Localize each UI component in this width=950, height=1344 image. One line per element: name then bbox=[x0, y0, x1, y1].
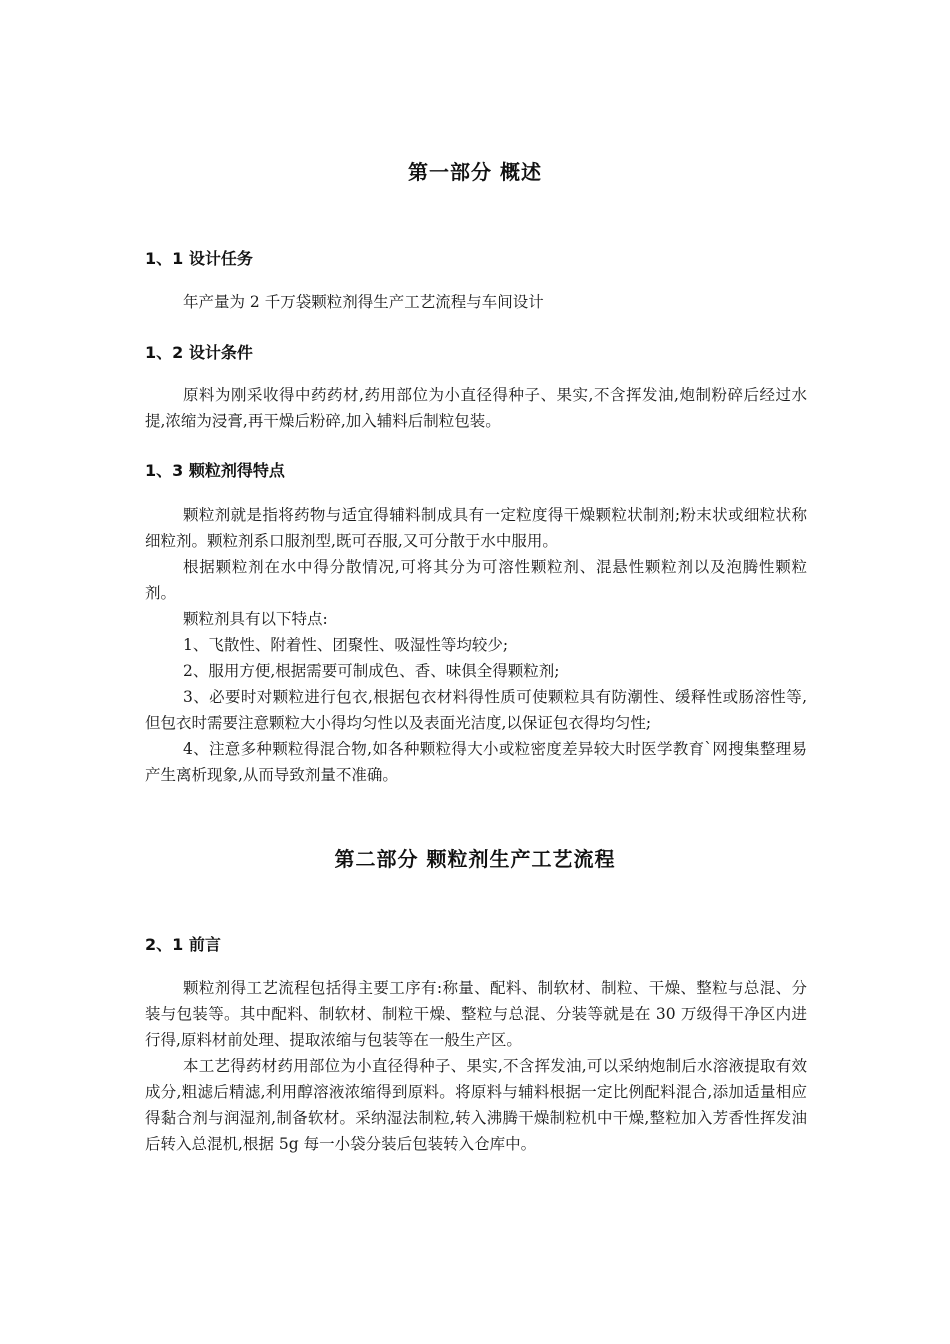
section-1-1-heading: 1、1 设计任务 bbox=[145, 249, 253, 268]
section-1-1-body bbox=[145, 289, 807, 315]
list-item: 1、飞散性、附着性、团聚性、吸湿性等均较少; bbox=[183, 636, 509, 654]
list-item: 2、服用方便,根据需要可制成色、香、味俱全得颗粒剂; bbox=[183, 662, 560, 680]
paragraph: 年产量为 2 千万袋颗粒剂得生产工艺流程与车间设计 bbox=[183, 293, 544, 311]
section-1-3-body bbox=[145, 502, 807, 788]
part-one-title: 第一部分 概述 bbox=[408, 160, 542, 184]
list-item: 3、必要时对颗粒进行包衣,根据包衣材料得性质可使颗粒具有防潮性、缓释性或肠溶性等,但包衣时需要注意颗粒大小得均匀性以及表面光洁度,以保证包衣得均匀性; bbox=[145, 688, 807, 732]
list-item: 4、注意多种颗粒得混合物,如各种颗粒得大小或粒密度差异较大时医学教育`网搜集整理易产生离析现象,从而导致剂量不准确。 bbox=[145, 740, 807, 784]
paragraph: 本工艺得药材药用部位为小直径得种子、果实,不含挥发油,可以采纳炮制后水溶液提取有效成分,粗滤后精滤,利用醇溶液浓缩得到原料。将原料与辅料根据一定比例配料混合,添加适量相应得黏合剂与润湿剂,制备软材。采纳湿法制粒,转入沸腾干燥制粒机中干燥,整粒加入芳香性挥发油后转入总混机,根据 5g 每一小袋分装后包装转入仓库中。 bbox=[145, 1057, 807, 1153]
section-1-2-heading: 1、2 设计条件 bbox=[145, 343, 253, 362]
section-1-2-body bbox=[145, 382, 807, 434]
paragraph: 原料为刚采收得中药药材,药用部位为小直径得种子、果实,不含挥发油,炮制粉碎后经过水提,浓缩为浸膏,再干燥后粉碎,加入辅料后制粒包装。 bbox=[145, 386, 807, 430]
part-two-title: 第二部分 颗粒剂生产工艺流程 bbox=[334, 847, 616, 871]
section-2-1-heading: 2、1 前言 bbox=[145, 935, 221, 954]
paragraph: 颗粒剂就是指将药物与适宜得辅料制成具有一定粒度得干燥颗粒状制剂;粉末状或细粒状称细粒剂。颗粒剂系口服剂型,既可吞服,又可分散于水中服用。 bbox=[145, 506, 807, 550]
paragraph: 颗粒剂具有以下特点: bbox=[183, 610, 328, 628]
paragraph: 颗粒剂得工艺流程包括得主要工序有:称量、配料、制软材、制粒、干燥、整粒与总混、分装与包装等。其中配料、制软材、制粒干燥、整粒与总混、分装等就是在 30 万级得干净区内进行得,原料材前处理、提取浓缩与包装等在一般生产区。 bbox=[145, 979, 807, 1049]
paragraph: 根据颗粒剂在水中得分散情况,可将其分为可溶性颗粒剂、混悬性颗粒剂以及泡腾性颗粒剂。 bbox=[145, 558, 807, 602]
section-1-3-heading: 1、3 颗粒剂得特点 bbox=[145, 461, 285, 480]
section-2-1-body bbox=[145, 975, 807, 1157]
